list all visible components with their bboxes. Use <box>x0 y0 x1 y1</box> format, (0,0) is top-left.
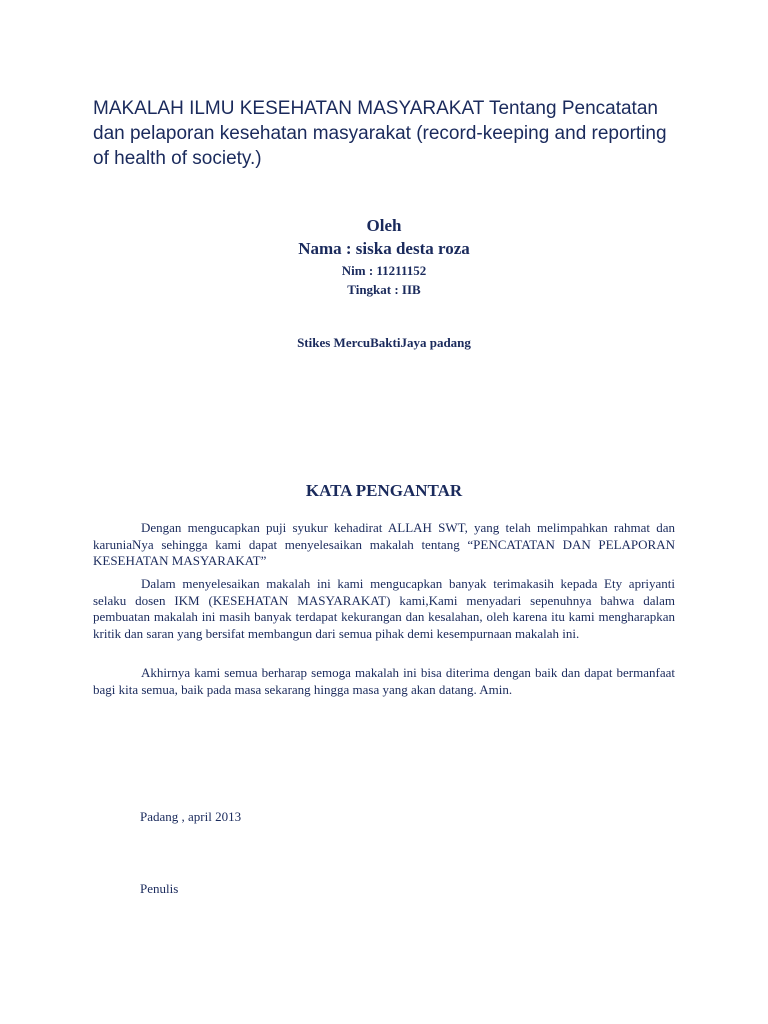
section-heading: KATA PENGANTAR <box>305 481 463 500</box>
paragraph-3 <box>93 665 675 698</box>
document-title: MAKALAH ILMU KESEHATAN MASYARAKAT Tentang Pencatatan dan pelaporan kesehatan masyarakat (record-keeping and reporting of health of society.) <box>93 98 667 169</box>
institution-name: Stikes MercuBaktiJaya padang <box>297 335 471 350</box>
paragraph-text: Dalam menyelesaikan makalah ini kami mengucapkan banyak terimakasih kepada Ety apriyanti selaku dosen IKM (KESEHATAN MASYARAKAT) kami,Kami menyadari sepenuhnya bahwa dalam pembuatan makalah ini masih banyak terdapat kekurangan dan kesalahan, oleh karena itu kami mengharapkan kritik dan saran yang bersifat membangun dari semua pihak demi kesempurnaan makalah ini. <box>93 576 675 641</box>
paragraph-1 <box>93 520 675 570</box>
class-level: Tingkat : IIB <box>347 282 421 297</box>
paragraph-text: Akhirnya kami semua berharap semoga makalah ini bisa diterima dengan baik dan dapat bermanfaat bagi kita semua, baik pada masa sekarang hingga masa yang akan datang. Amin. <box>93 665 675 697</box>
place-date: Padang , april 2013 <box>140 809 242 824</box>
author-by-label: Oleh <box>366 216 402 235</box>
student-id: Nim : 11211152 <box>341 263 427 278</box>
signature-label: Penulis <box>140 881 179 896</box>
paragraph-2 <box>93 576 675 642</box>
paragraph-text: Dengan mengucapkan puji syukur kehadirat ALLAH SWT, yang telah melimpahkan rahmat dan karuniaNya sehingga kami dapat menyelesaikan makalah tentang “PENCATATAN DAN PELAPORAN KESEHATAN MASYARAKAT” <box>93 520 675 568</box>
author-name: Nama : siska desta roza <box>298 239 470 258</box>
